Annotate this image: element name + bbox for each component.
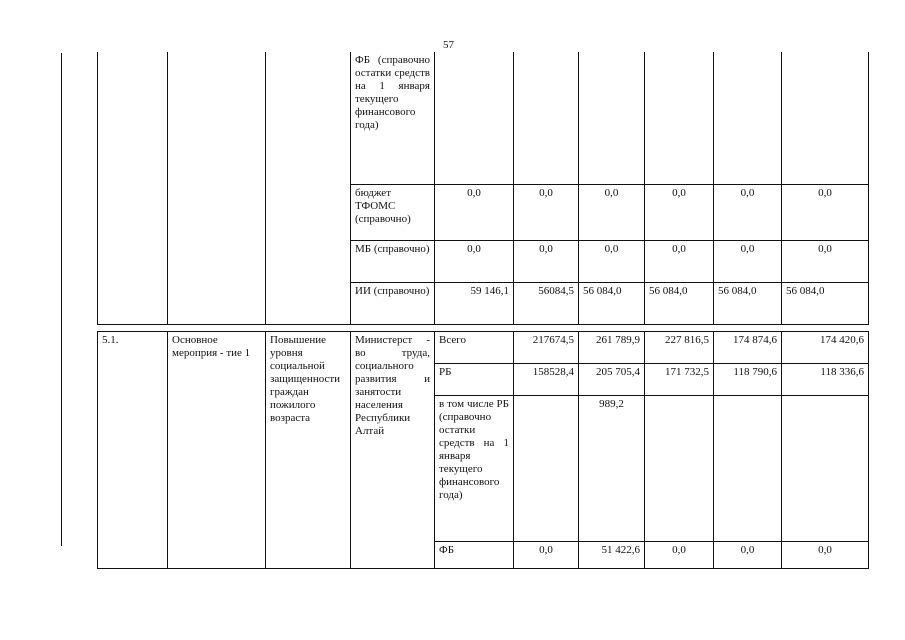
row-label: ИИ (справочно) — [351, 282, 435, 324]
value-cell — [579, 52, 645, 184]
value-cell: 56084,5 — [514, 282, 579, 324]
empty-cell — [266, 52, 351, 324]
section-executor: Министерст - во труда, социального развития и занятости населения Республики Алтай — [351, 331, 435, 568]
value-cell: 217674,5 — [514, 331, 579, 363]
value-cell: 0,0 — [782, 184, 869, 240]
row-label: ФБ — [435, 541, 514, 568]
value-cell — [782, 395, 869, 541]
value-cell — [645, 52, 714, 184]
spacer-cell — [98, 324, 869, 331]
value-cell — [514, 52, 579, 184]
row-label: ФБ (справочно остатки средств на 1 января текущего финансового года) — [351, 52, 435, 184]
value-cell: 174 420,6 — [782, 331, 869, 363]
section-number: 5.1. — [98, 331, 168, 568]
table-row — [98, 52, 869, 184]
value-cell: 0,0 — [645, 184, 714, 240]
value-cell — [782, 52, 869, 184]
value-cell: 0,0 — [782, 240, 869, 282]
value-cell — [645, 395, 714, 541]
row-label: РБ — [435, 363, 514, 395]
page-left-rule — [61, 53, 62, 546]
value-cell: 59 146,1 — [435, 282, 514, 324]
row-label: Всего — [435, 331, 514, 363]
value-cell — [714, 52, 782, 184]
value-cell: 0,0 — [579, 184, 645, 240]
value-cell: 0,0 — [782, 541, 869, 568]
value-cell: 56 084,0 — [579, 282, 645, 324]
value-cell — [514, 395, 579, 541]
value-cell: 118 790,6 — [714, 363, 782, 395]
value-cell: 0,0 — [714, 184, 782, 240]
section-name: Основное мероприя - тие 1 — [168, 331, 266, 568]
value-cell: 227 816,5 — [645, 331, 714, 363]
empty-cell — [168, 52, 266, 324]
row-label: в том числе РБ (справочно остатки средств на 1 января текущего финансового года) — [435, 395, 514, 541]
section-goal: Повышение уровня социальной защищенности граждан пожилого возраста — [266, 331, 351, 568]
value-cell: 56 084,0 — [645, 282, 714, 324]
value-cell: 205 705,4 — [579, 363, 645, 395]
value-cell: 0,0 — [435, 240, 514, 282]
row-label: бюджет ТФОМС (справочно) — [351, 184, 435, 240]
value-cell: 0,0 — [514, 240, 579, 282]
value-cell: 51 422,6 — [579, 541, 645, 568]
value-cell: 118 336,6 — [782, 363, 869, 395]
value-cell: 0,0 — [579, 240, 645, 282]
value-cell: 989,2 — [579, 395, 645, 541]
value-cell: 0,0 — [714, 240, 782, 282]
value-cell: 56 084,0 — [714, 282, 782, 324]
page-number: 57 — [443, 39, 454, 51]
value-cell: 0,0 — [645, 541, 714, 568]
value-cell: 56 084,0 — [782, 282, 869, 324]
value-cell: 261 789,9 — [579, 331, 645, 363]
value-cell: 0,0 — [514, 541, 579, 568]
funding-table — [97, 52, 869, 569]
empty-cell — [98, 52, 168, 324]
row-spacer — [98, 324, 869, 331]
value-cell: 171 732,5 — [645, 363, 714, 395]
value-cell: 158528,4 — [514, 363, 579, 395]
value-cell: 0,0 — [714, 541, 782, 568]
value-cell: 174 874,6 — [714, 331, 782, 363]
table-row — [98, 331, 869, 363]
value-cell — [435, 52, 514, 184]
value-cell: 0,0 — [514, 184, 579, 240]
row-label: МБ (справочно) — [351, 240, 435, 282]
value-cell — [714, 395, 782, 541]
value-cell: 0,0 — [435, 184, 514, 240]
value-cell: 0,0 — [645, 240, 714, 282]
